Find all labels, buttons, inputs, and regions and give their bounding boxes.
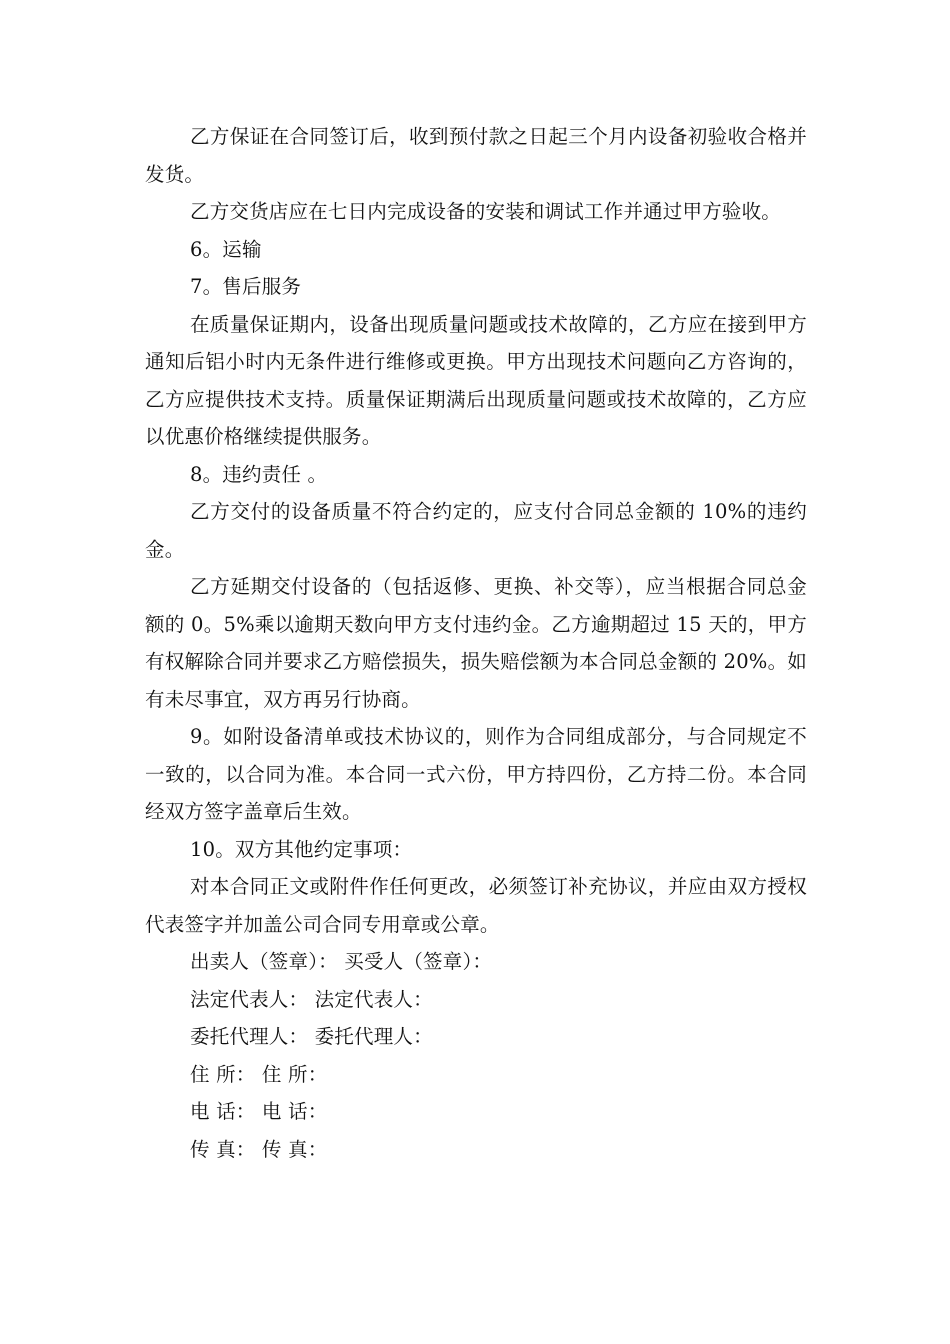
- paragraph-warranty: 在质量保证期内，设备出现质量问题或技术故障的，乙方应在接到甲方通知后铝小时内无条件进行维修或更换。甲方出现技术问题向乙方咨询的，乙方应提供技术支持。质量保证期满后出现质量问题或技术故障的，乙方应以优惠价格继续提供服务。: [145, 312, 807, 448]
- signature-address: 住 所： 住 所：: [190, 1062, 328, 1086]
- paragraph-quality-penalty: 乙方交付的设备质量不符合约定的，应支付合同总金额的 10%的违约金。: [145, 500, 807, 561]
- heading-transport: 6。运输: [190, 237, 262, 261]
- signature-fax: 传 真： 传 真：: [190, 1137, 328, 1161]
- heading-after-sales: 7。售后服务: [190, 275, 302, 298]
- paragraph-attachments: 9。如附设备清单或技术协议的，则作为合同组成部分，与合同规定不一致的，以合同为准。本合同一式六份，甲方持四份，乙方持二份。本合同经双方签字盖章后生效。: [145, 725, 807, 823]
- paragraph-delay-penalty: 乙方延期交付设备的（包括返修、更换、补交等），应当根据合同总金额的 0。5%乘以逾期天数向甲方支付违约金。乙方逾期超过 15 天的，甲方有权解除合同并要求乙方赔偿损失，损失赔偿额为本合同总金额的 20%。如有未尽事宜，双方再另行协商。: [145, 575, 807, 711]
- signature-legal-rep: 法定代表人： 法定代表人：: [190, 987, 433, 1011]
- signature-seller-buyer: 出卖人（签章）： 买受人（签章）：: [190, 950, 493, 973]
- signature-phone: 电 话： 电 话：: [190, 1100, 328, 1123]
- heading-liability: 8。违约责任 。: [190, 462, 328, 486]
- paragraph-installation: 乙方交货店应在七日内完成设备的安装和调试工作并通过甲方验收。: [190, 200, 782, 223]
- heading-other-terms: 10。双方其他约定事项：: [190, 837, 413, 861]
- paragraph-amendments: 对本合同正文或附件作任何更改，必须签订补充协议，并应由双方授权代表签字并加盖公司合同专用章或公章。: [145, 875, 807, 936]
- signature-agent: 委托代理人： 委托代理人：: [190, 1025, 433, 1048]
- contract-body: [145, 118, 807, 1168]
- paragraph-delivery-inspection: 乙方保证在合同签订后，收到预付款之日起三个月内设备初验收合格并发货。: [145, 125, 807, 186]
